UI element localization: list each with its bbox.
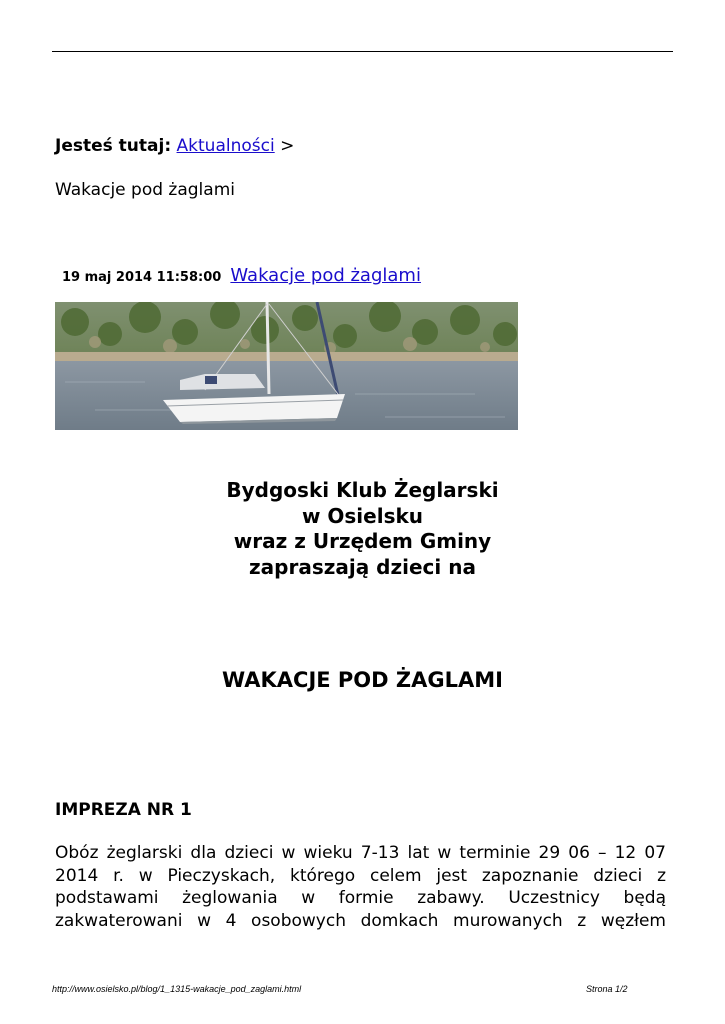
intro-line: w Osielsku xyxy=(301,503,424,528)
intro-line: zapraszają dzieci na xyxy=(249,554,476,579)
breadcrumb-separator: > xyxy=(280,136,295,156)
footer-page-number: Strona 1/2 xyxy=(586,984,628,994)
sailboat-image xyxy=(55,302,518,430)
description-line: zakwaterowani w 4 osobowych domkach murowanych z węzłem xyxy=(55,910,666,931)
description-line: podstawami żeglowania w formie zabawy. Uczestnicy będą xyxy=(55,888,666,908)
article-title-link[interactable]: Wakacje pod żaglami xyxy=(230,265,421,286)
description-line: 2014 r. w Pieczyskach, którego celem jest zapoznanie dzieci z xyxy=(55,865,666,886)
event-description xyxy=(55,842,666,932)
intro-line: wraz z Urzędem Gminy xyxy=(233,529,492,553)
article-meta xyxy=(62,264,421,290)
main-title: WAKACJE POD ŻAGLAMI xyxy=(222,668,503,692)
intro-text xyxy=(0,478,725,580)
breadcrumb xyxy=(55,135,294,157)
breadcrumb-label: Jesteś tutaj: xyxy=(55,136,172,156)
article-photo-sailboat xyxy=(55,302,518,430)
description-line: Obóz żeglarski dla dzieci w wieku 7-13 lat w terminie 29 06 – 12 07 xyxy=(55,843,666,863)
header-rule xyxy=(52,51,673,52)
intro-line: Bydgoski Klub Żeglarski xyxy=(226,478,499,502)
breadcrumb-link-news[interactable]: Aktualności xyxy=(176,136,275,156)
article-date: 19 maj 2014 11:58:00 xyxy=(62,270,222,285)
event-heading: IMPREZA NR 1 xyxy=(55,800,192,820)
footer-url: http://www.osielsko.pl/blog/1_1315-wakacje_pod_zaglami.html xyxy=(52,984,302,994)
page-title: Wakacje pod żaglami xyxy=(55,180,235,200)
